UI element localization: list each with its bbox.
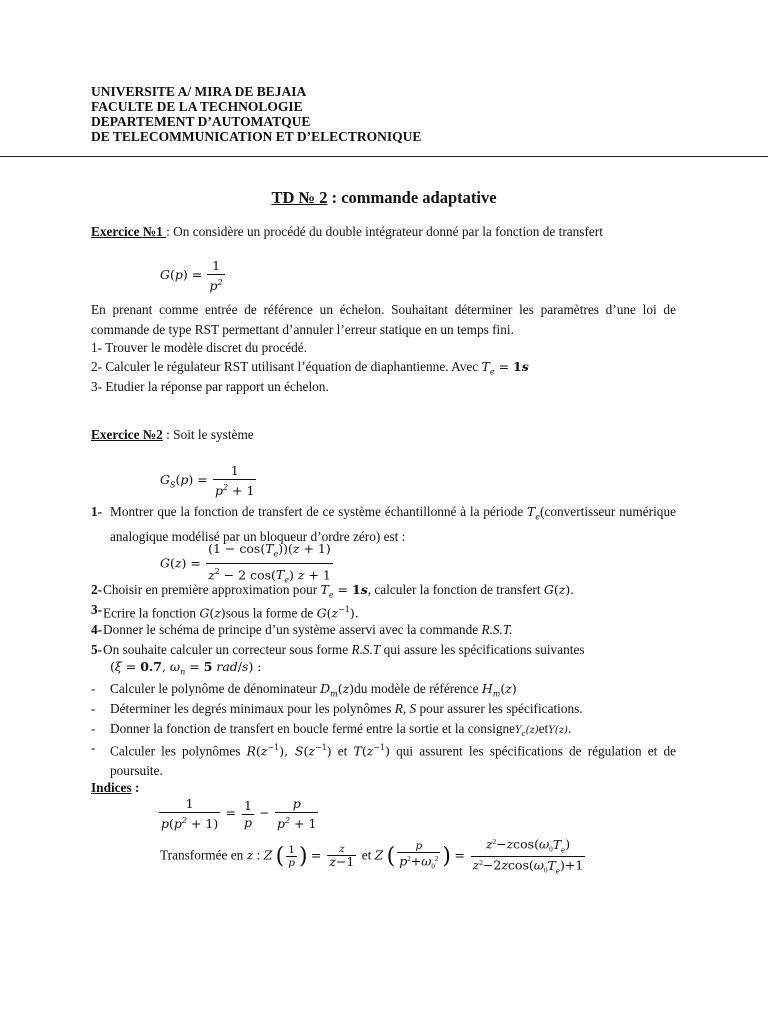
ex2-item-1-num: 1- <box>91 504 103 519</box>
ex2-item-1-text-b: (convertisseur numérique analogique modélisé par un bloqueur d’ordre zéro) est : <box>110 504 677 544</box>
ex2-item-2-text-a: Choisir en première approximation pour <box>103 582 321 597</box>
title-subject: : commande adaptative <box>327 188 497 207</box>
ex2-dash-4-text-c: qui assurent les spécifications de régulation et de poursuite. <box>110 743 677 779</box>
ex1-question-2-text: 2- Calculer le régulateur RST utilisant l’équation de diaphantienne. Avec <box>91 359 482 374</box>
header-university: UNIVERSITE A/ MIRA DE BEJAIA <box>91 84 307 99</box>
ex2-item-3-num: 3- <box>91 602 103 617</box>
ex2-dash-3-text: Donner la fonction de transfert en boucle fermé entre la sortie et la consigne <box>110 721 516 736</box>
ex2-specs: (ξ = 0.7, $\omega_n = 5$ rad/s) : <box>110 659 262 677</box>
ex2-item-5-rst: R.S.T <box>351 642 381 657</box>
ex2-dash-3-et: et <box>538 721 549 736</box>
ex2-dash-2-text-a: Déterminer les degrés minimaux pour les polynômes <box>110 701 395 716</box>
ex2-item-3-text-a: Ecrire la fonction <box>103 605 200 621</box>
ex2-intro <box>91 425 676 445</box>
ex2-item-5-text-b: qui assure les spécifications suivantes <box>380 642 585 657</box>
ex1-intro <box>91 222 676 242</box>
institution-header <box>91 84 421 144</box>
ex2-intro-text: : Soit le système <box>166 427 254 442</box>
ex2-item-2: 2- Choisir en première approximation pour $T_e = 1s$, calculer la fonction de transfert G(z). <box>91 582 575 600</box>
ex1-question-3: 3- Etudier la réponse par rapport un échelon. <box>91 379 329 394</box>
page-title <box>0 188 768 208</box>
ex1-question-2: 2- Calculer le régulateur RST utilisant l’équation de diaphantienne. Avec $T_e = 1s$ <box>91 359 529 377</box>
ex2-dash-4: - Calculer les polynômes $R(z^{-1})$, $S(z^{-1})$ et $T(z^{-1})$ qui assurent les spécifications de régulation et de poursuite. <box>91 740 677 779</box>
ex2-item-2-text-b: , calculer la fonction de transfert <box>367 582 544 597</box>
ex2-item-5 <box>91 640 676 659</box>
indices-partial-fraction: $\frac{1}{p(p^2 + 1)}$ = $\frac{1}{p}$ − $\frac{p}{p^2 + 1}$ <box>161 796 317 832</box>
header-department-2: DE TELECOMMUNICATION ET D’ELECTRONIQUE <box>91 129 422 144</box>
ex2-item-2-num: 2- <box>91 582 103 597</box>
ex2-dash-1-text-b: du modèle de référence <box>354 681 482 696</box>
title-td-number: TD № 2 <box>271 188 328 207</box>
indices-transform-text: Transformée en <box>160 847 247 863</box>
ex2-item-4 <box>91 620 676 639</box>
ex2-item-3: 3- Ecrire la fonction G(z)sous la forme de $G(z^{-1})$. <box>91 602 359 621</box>
ex2-item-3-text-b: sous la forme de <box>225 605 317 621</box>
header-faculty: FACULTE DE LA TECHNOLOGIE <box>91 99 303 114</box>
ex2-item-1: 1- Montrer que la fonction de transfert de ce système échantillonné à la période $T_e(convertisseur$ numérique analogique modélisé par un bloqueur d’ordre zéro) est : <box>91 504 677 544</box>
ex2-item-4-text: Donner le schéma de principe d’un système asservi avec la commande <box>103 622 482 637</box>
ex2-item-5-num: 5- <box>91 642 103 657</box>
indices-et: et <box>361 847 375 863</box>
ex1-label: Exercice №1 <box>91 224 167 239</box>
indices-z-transforms: Transformée en z : Z ( $\frac{1}{p}$ ) = $\frac{z}{z-1}$ et Z ( $\frac{p}{p^2+\omega_0^2}$ ) = $\frac{z^2-zcos(\omega_0T_e)}{z^2-2zcos(\omega_0T_e)+1}$ <box>160 836 584 875</box>
ex2-dash-4-text-b: et <box>331 743 354 759</box>
indices-label: Indices <box>91 780 132 795</box>
indices-colon: : <box>131 780 140 795</box>
header-divider <box>0 156 768 157</box>
header-department: DEPARTEMENT D’AUTOMATQUE <box>91 114 311 129</box>
ex2-item-4-rst: R.S.T. <box>481 622 513 637</box>
ex2-item-4-num: 4- <box>91 622 103 637</box>
ex2-dash-3: - Donner la fonction de transfert en boucle fermé entre la sortie et la consigneY$_c$(z)etY(z). <box>91 721 572 738</box>
ex2-dash-1-text-a: Calculer le polynôme de dénominateur <box>110 681 321 696</box>
ex2-system-equation: $G_S(p)$ = $\frac{1}{p^2 + 1}$ <box>160 463 255 499</box>
ex1-paragraph: En prenant comme entrée de référence un échelon. Souhaitant déterminer les paramètres d’une loi de commande de type RST permettant d’annuler l’erreur statique en un temps fini. <box>91 302 676 337</box>
ex2-discrete-tf: G(z) = $\frac{(1 - \cos(T_e))(z + 1)}{z^2 - 2 \cos(T_e) z + 1}$ <box>160 541 331 585</box>
indices-heading <box>91 778 676 798</box>
ex2-dash-2-text-b: pour assurer les spécifications. <box>416 701 583 716</box>
ex1-intro-text: : On considère un procédé du double intégrateur donné par la fonction de transfert <box>166 224 603 239</box>
ex2-label: Exercice №2 <box>91 427 163 442</box>
ex2-dash-2: - Déterminer les degrés minimaux pour les polynômes R, S pour assurer les spécifications. <box>91 701 583 716</box>
ex2-dash-4-text-a: Calculer les polynômes <box>110 743 247 759</box>
ex2-dash-1: - Calculer le polynôme de dénominateur $D_m(z)du$ modèle de référence $H_m(z)$ <box>91 681 517 699</box>
ex1-question-1: 1- Trouver le modèle discret du procédé. <box>91 340 308 355</box>
ex2-item-5-text-a: On souhaite calculer un correcteur sous forme <box>103 642 352 657</box>
ex2-item-1-text-a: Montrer que la fonction de transfert de ce système échantillonné à la période <box>110 504 527 519</box>
ex1-equation: G(p) = $\frac{1}{p^2}$ <box>160 258 223 294</box>
